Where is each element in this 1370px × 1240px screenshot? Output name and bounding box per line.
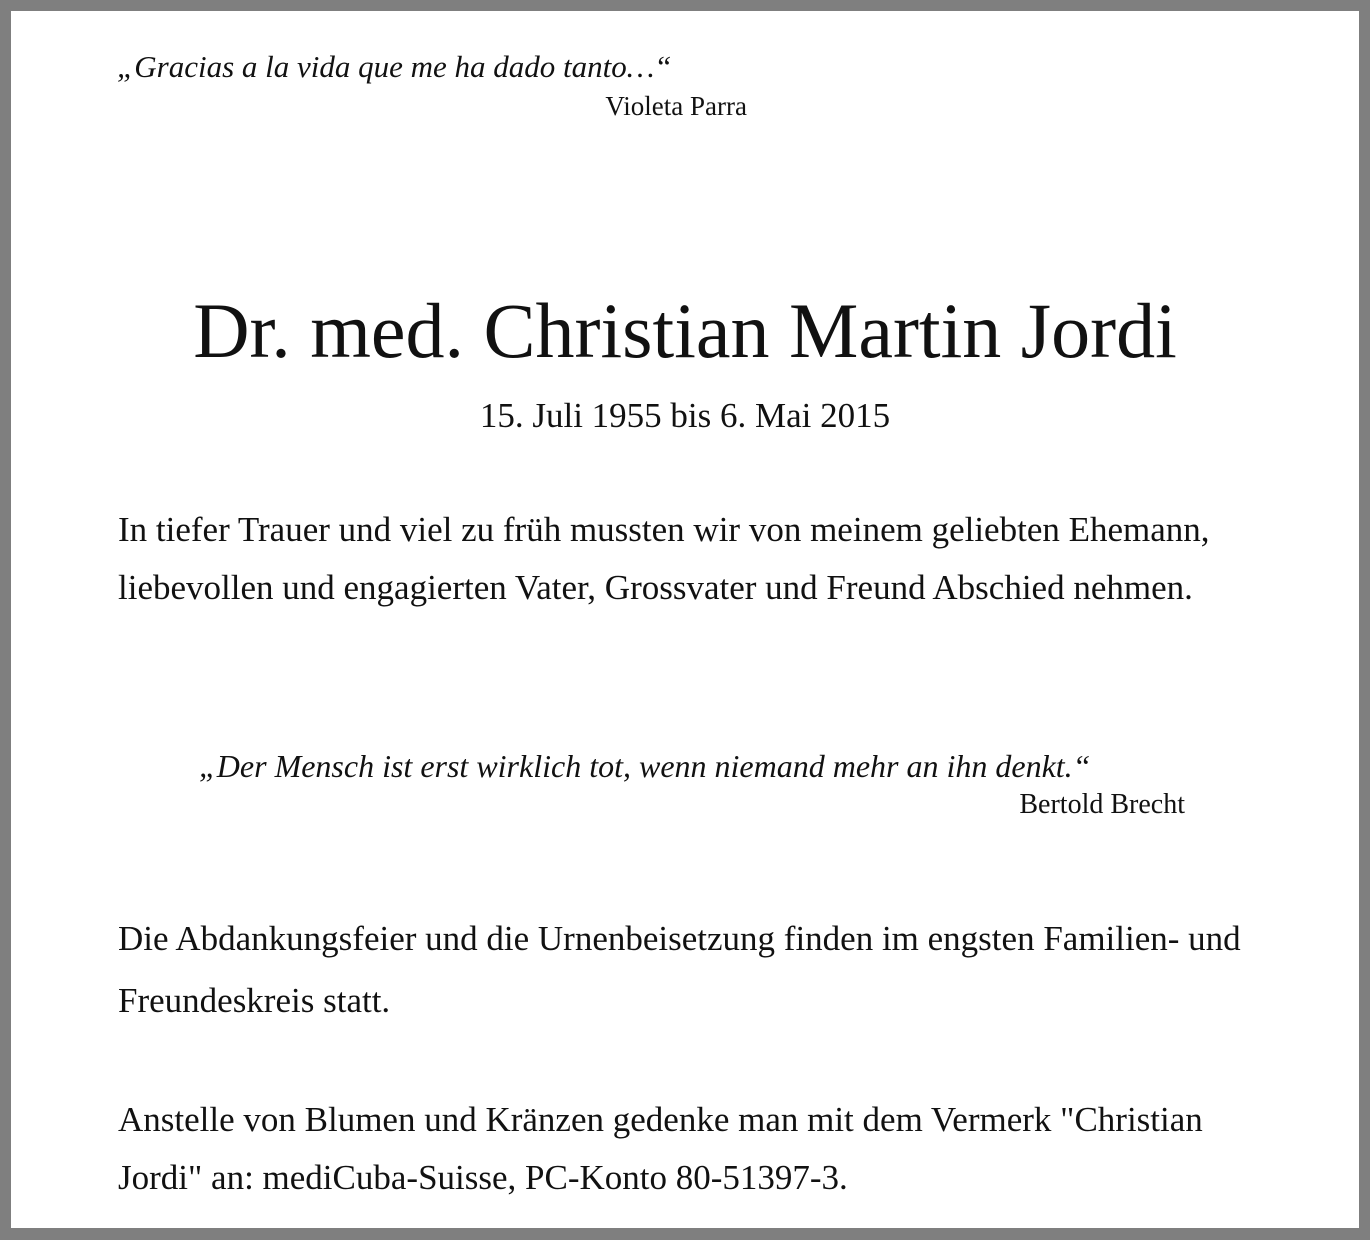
donation-paragraph: Anstelle von Blumen und Kränzen gedenke man mit dem Vermerk "Christian Jordi" an: mediCuba-Suisse, PC-Konto 80-51397-3.: [118, 1100, 1203, 1197]
deceased-name: Dr. med. Christian Martin Jordi: [193, 287, 1177, 374]
epigraph-quote: „Der Mensch ist erst wirklich tot, wenn niemand mehr an ihn denkt.“: [199, 748, 1091, 784]
life-dates: 15. Juli 1955 bis 6. Mai 2015: [479, 396, 891, 435]
mourning-paragraph: In tiefer Trauer und viel zu früh mussten wir von meinem geliebten Ehemann, liebevollen und engagierten Vater, Grossvater und Freund Abschied nehmen.: [118, 510, 1210, 607]
ceremony-paragraph: Die Abdankungsfeier und die Urnenbeisetzung finden im engsten Familien- und Freundeskreis statt.: [118, 919, 1241, 1020]
obituary-page: [11, 11, 1359, 1228]
epigraph-author: Violeta Parra: [605, 91, 747, 121]
middle-epigraph: [199, 744, 1185, 822]
epigraph-quote: „Gracias a la vida que me ha dado tanto…“: [117, 49, 672, 84]
top-epigraph: [117, 45, 747, 123]
epigraph-author: Bertold Brecht: [1019, 789, 1185, 820]
